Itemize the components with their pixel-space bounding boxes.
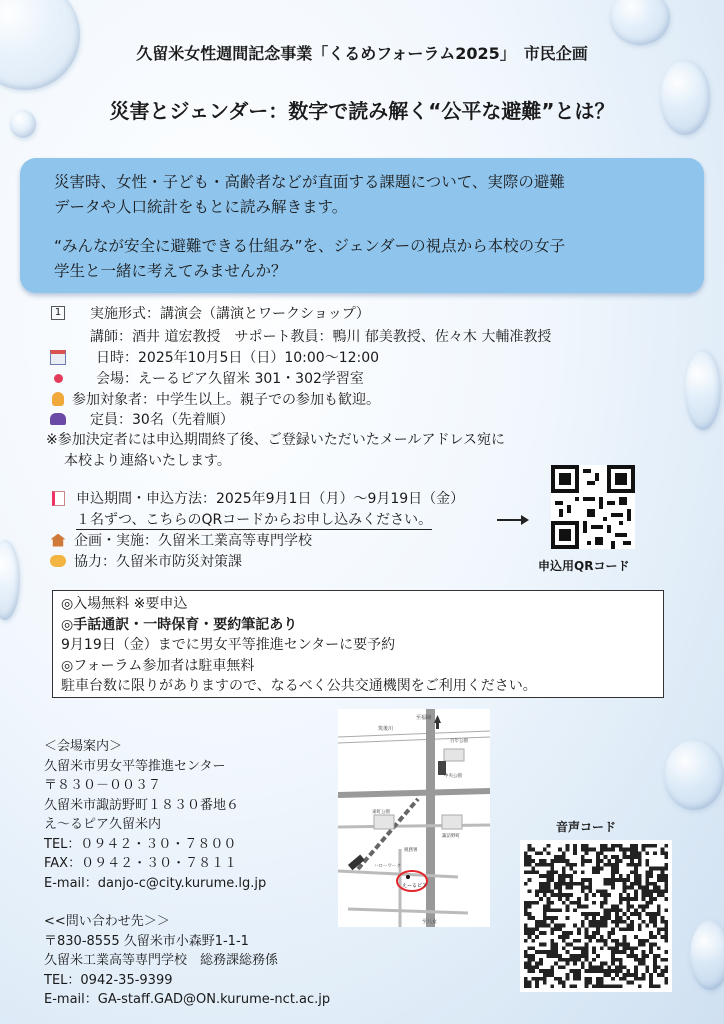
map-label-building: ハローワーク <box>374 864 401 869</box>
detail-apply-method <box>76 509 432 530</box>
venue-name: 久留米市男女平等推進センター <box>44 758 226 774</box>
info-line: 9月19日（金）までに男女平等推進センターに要予約 <box>61 637 396 653</box>
detail-text: 申込期間・申込方法：2025年9月1日（月）～9月19日（金） <box>76 491 465 507</box>
qr-label: 申込用QRコード <box>538 559 630 573</box>
detail-text: 企画・実施：久留米工業高等専門学校 <box>74 533 312 549</box>
detail-format <box>48 303 370 323</box>
detail-target <box>48 389 380 409</box>
detail-text: 日時：2025年10月5日（日）10:00～12:00 <box>96 350 380 366</box>
note-text: 本校より連絡いたします。 <box>64 453 231 469</box>
contact-address: 〒830-8555 久留米市小森野1-1-1 <box>44 933 249 949</box>
map-venue-label: えーるピア <box>402 883 428 889</box>
intro-box <box>20 158 704 293</box>
venue-zip: 〒８３０－００３７ <box>44 778 162 793</box>
map-label-park: 中央公園 <box>444 774 462 779</box>
contact-tel: TEL：0942-35-9399 <box>44 972 173 988</box>
detail-text: １名ずつ、こちらのQRコードからお申し込みください。 <box>76 509 432 530</box>
detail-text: 協力：久留米市防災対策課 <box>74 554 242 570</box>
map-label-area: 諏訪野町 <box>442 834 460 839</box>
contact-info <box>44 912 330 1010</box>
intro-line: データや人口統計をもとに読み解きます。 <box>54 198 348 216</box>
map-label-north: 至福岡 <box>416 715 432 721</box>
detail-organizer <box>48 530 312 550</box>
venue-email[interactable]: E-mail：danjo-c@city.kurume.lg.jp <box>44 875 267 891</box>
detail-datetime <box>48 347 379 367</box>
school-icon <box>48 531 68 549</box>
info-line: 駐車台数に限りがありますので、なるべく公共交通機関をご利用ください。 <box>61 678 537 694</box>
detail-text: 講師：酒井 道宏教授 サポート教員：鴨川 郁美教授、佐々木 大輔准教授 <box>90 329 552 345</box>
people-icon <box>48 410 68 428</box>
map-label-south: 至八女 <box>422 919 438 925</box>
voice-code[interactable] <box>520 840 672 992</box>
water-drop-decoration <box>685 350 721 430</box>
map-label-park: 百年公園 <box>450 739 468 744</box>
detail-text: 定員：30名（先着順） <box>90 412 234 428</box>
venue-fax: FAX：０９４２・３０・７８１１ <box>44 856 238 871</box>
voice-code-label: 音声コード <box>556 820 617 834</box>
venue-map <box>338 709 490 927</box>
venue-tel: TEL：０９４２・３０・７８００ <box>44 836 237 852</box>
application-qr-code[interactable] <box>551 465 635 549</box>
info-line: ◎手話通訳・一時保育・要約筆記あり <box>61 616 298 633</box>
detail-apply <box>48 488 464 508</box>
detail-lecturer <box>90 326 551 346</box>
map-label-river: 筑後川 <box>378 726 394 732</box>
detail-text: 参加対象者：中学生以上。親子での参加も歓迎。 <box>72 392 380 408</box>
intro-line: 災害時、女性・子ども・高齢者などが直面する課題について、実際の避難 <box>54 173 565 191</box>
contact-heading: <<問い合わせ先＞＞ <box>44 914 170 929</box>
intro-line: 学生と一緒に考えてみませんか？ <box>54 262 287 280</box>
note-text: ※参加決定者には申込期間終了後、ご登録いただいたメールアドレス宛に <box>46 432 506 448</box>
calendar-icon <box>48 348 68 366</box>
detail-note <box>64 450 231 470</box>
water-drop-decoration <box>690 920 724 990</box>
contact-org: 久留米工業高等専門学校 総務課総務係 <box>44 953 279 968</box>
intro-line: “みんなが安全に避難できる仕組み”を、ジェンダーの視点から本校の女子 <box>54 237 566 255</box>
water-drop-decoration <box>0 540 20 620</box>
memo-icon <box>48 489 68 507</box>
event-line: 久留米女性週間記念事業「くるめフォーラム2025」 市民企画 <box>136 44 588 63</box>
detail-capacity <box>48 409 234 429</box>
contact-email[interactable]: E-mail：GA-staff.GAD@ON.kurume-nct.ac.jp <box>44 992 331 1007</box>
info-box <box>52 590 664 698</box>
water-drop-decoration <box>664 740 724 810</box>
venue-building: え～るピア久留米内 <box>44 817 162 832</box>
number-one-icon: 1 <box>48 304 68 322</box>
info-line: ◎フォーラム参加者は駐車無料 <box>61 657 255 674</box>
map-pin-icon <box>48 369 68 387</box>
map-label-building: 税務署 <box>404 848 418 853</box>
venue-info <box>44 737 266 893</box>
handshake-icon <box>48 552 68 570</box>
detail-note <box>46 429 505 449</box>
detail-venue <box>48 368 364 388</box>
venue-address: 久留米市諏訪野町１８３０番地６ <box>44 797 240 813</box>
person-icon <box>48 390 68 408</box>
detail-text: 実施形式：講演会（講演とワークショップ） <box>90 306 370 322</box>
water-drop-decoration <box>610 0 670 45</box>
map-label-park: 東町公園 <box>372 810 390 815</box>
arrow-right-icon <box>497 519 527 521</box>
venue-heading: ＜会場案内＞ <box>44 739 123 754</box>
detail-cooperation <box>48 551 242 571</box>
info-line: ◎入場無料 ※要申込 <box>61 596 188 612</box>
page-title: 災害とジェンダー：数字で読み解く“公平な避難”とは？ <box>109 99 615 123</box>
detail-text: 会場：えーるピア久留米 301・302学習室 <box>96 371 364 387</box>
